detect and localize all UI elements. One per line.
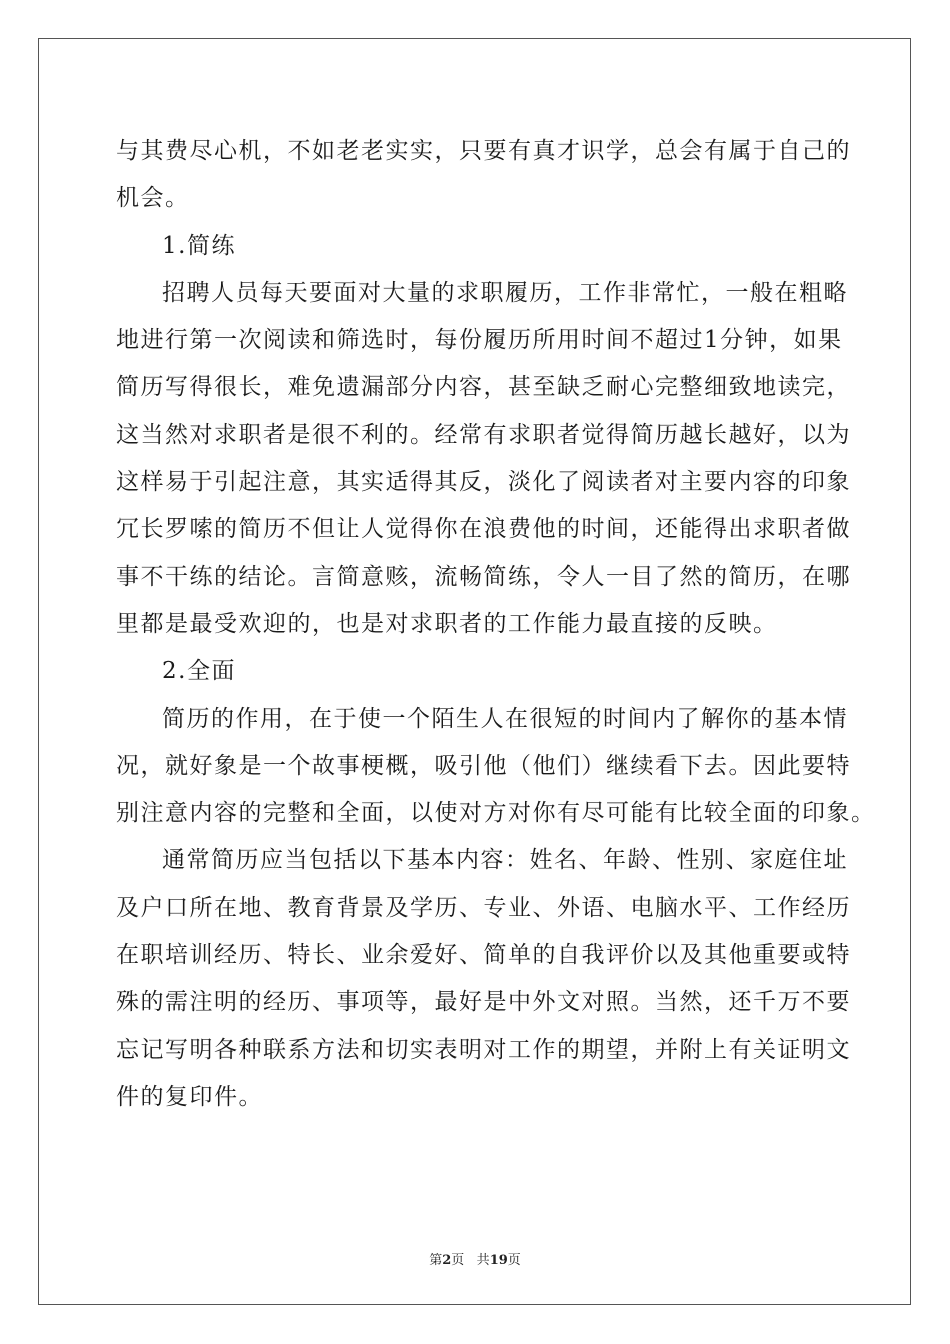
total-prefix: 共: [476, 1253, 490, 1268]
page-prefix: 第: [429, 1253, 443, 1268]
page-footer: [0, 1249, 950, 1268]
text-line: 件的复印件。: [116, 1083, 263, 1110]
section-heading: 2.全面: [162, 658, 236, 685]
text-line: 招聘人员每天要面对大量的求职履历，工作非常忙，一般在粗略: [162, 279, 848, 306]
text-line: 忘记写明各种联系方法和切实表明对工作的期望，并附上有关证明文: [116, 1036, 851, 1063]
text-line: 机会。: [116, 185, 190, 212]
section-heading: 1.简练: [162, 232, 236, 259]
text-line: 这当然对求职者是很不利的。经常有求职者觉得简历越长越好，以为: [116, 421, 851, 448]
text-line: 通常简历应当包括以下基本内容：姓名、年龄、性别、家庭住址: [162, 847, 848, 874]
text-line: 与其费尽心机，不如老老实实，只要有真才识学，总会有属于自己的: [116, 138, 851, 164]
document-body: [116, 128, 876, 1121]
total-pages: 19: [489, 1253, 508, 1268]
text-line: 况，就好象是一个故事梗概，吸引他（他们）继续看下去。因此要特: [116, 752, 851, 779]
text-line: 地进行第一次阅读和筛选时，每份履历所用时间不超过1分钟，如果: [116, 327, 843, 354]
text-line: 冗长罗嗦的简历不但让人觉得你在浪费他的时间，还能得出求职者做: [116, 516, 851, 543]
text-line: 简历的作用，在于使一个陌生人在很短的时间内了解你的基本情: [162, 705, 848, 732]
page-suffix: 页: [451, 1253, 465, 1268]
text-line: 简历写得很长，难免遗漏部分内容，甚至缺乏耐心完整细致地读完，: [116, 374, 851, 401]
total-suffix: 页: [507, 1253, 521, 1268]
text-line: 殊的需注明的经历、事项等，最好是中外文对照。当然，还千万不要: [116, 989, 851, 1016]
page-number: 2: [442, 1253, 452, 1268]
text-line: 里都是最受欢迎的，也是对求职者的工作能力最直接的反映。: [116, 610, 778, 637]
text-line: 及户口所在地、教育背景及学历、专业、外语、电脑水平、工作经历: [116, 894, 851, 921]
text-line: 别注意内容的完整和全面，以使对方对你有尽可能有比较全面的印象。: [116, 800, 876, 827]
text-line: 这样易于引起注意，其实适得其反，淡化了阅读者对主要内容的印象: [116, 469, 851, 496]
text-line: 在职培训经历、特长、业余爱好、简单的自我评价以及其他重要或特: [116, 942, 851, 969]
text-line: 事不干练的结论。言简意赅，流畅简练，令人一目了然的简历，在哪: [116, 563, 851, 590]
